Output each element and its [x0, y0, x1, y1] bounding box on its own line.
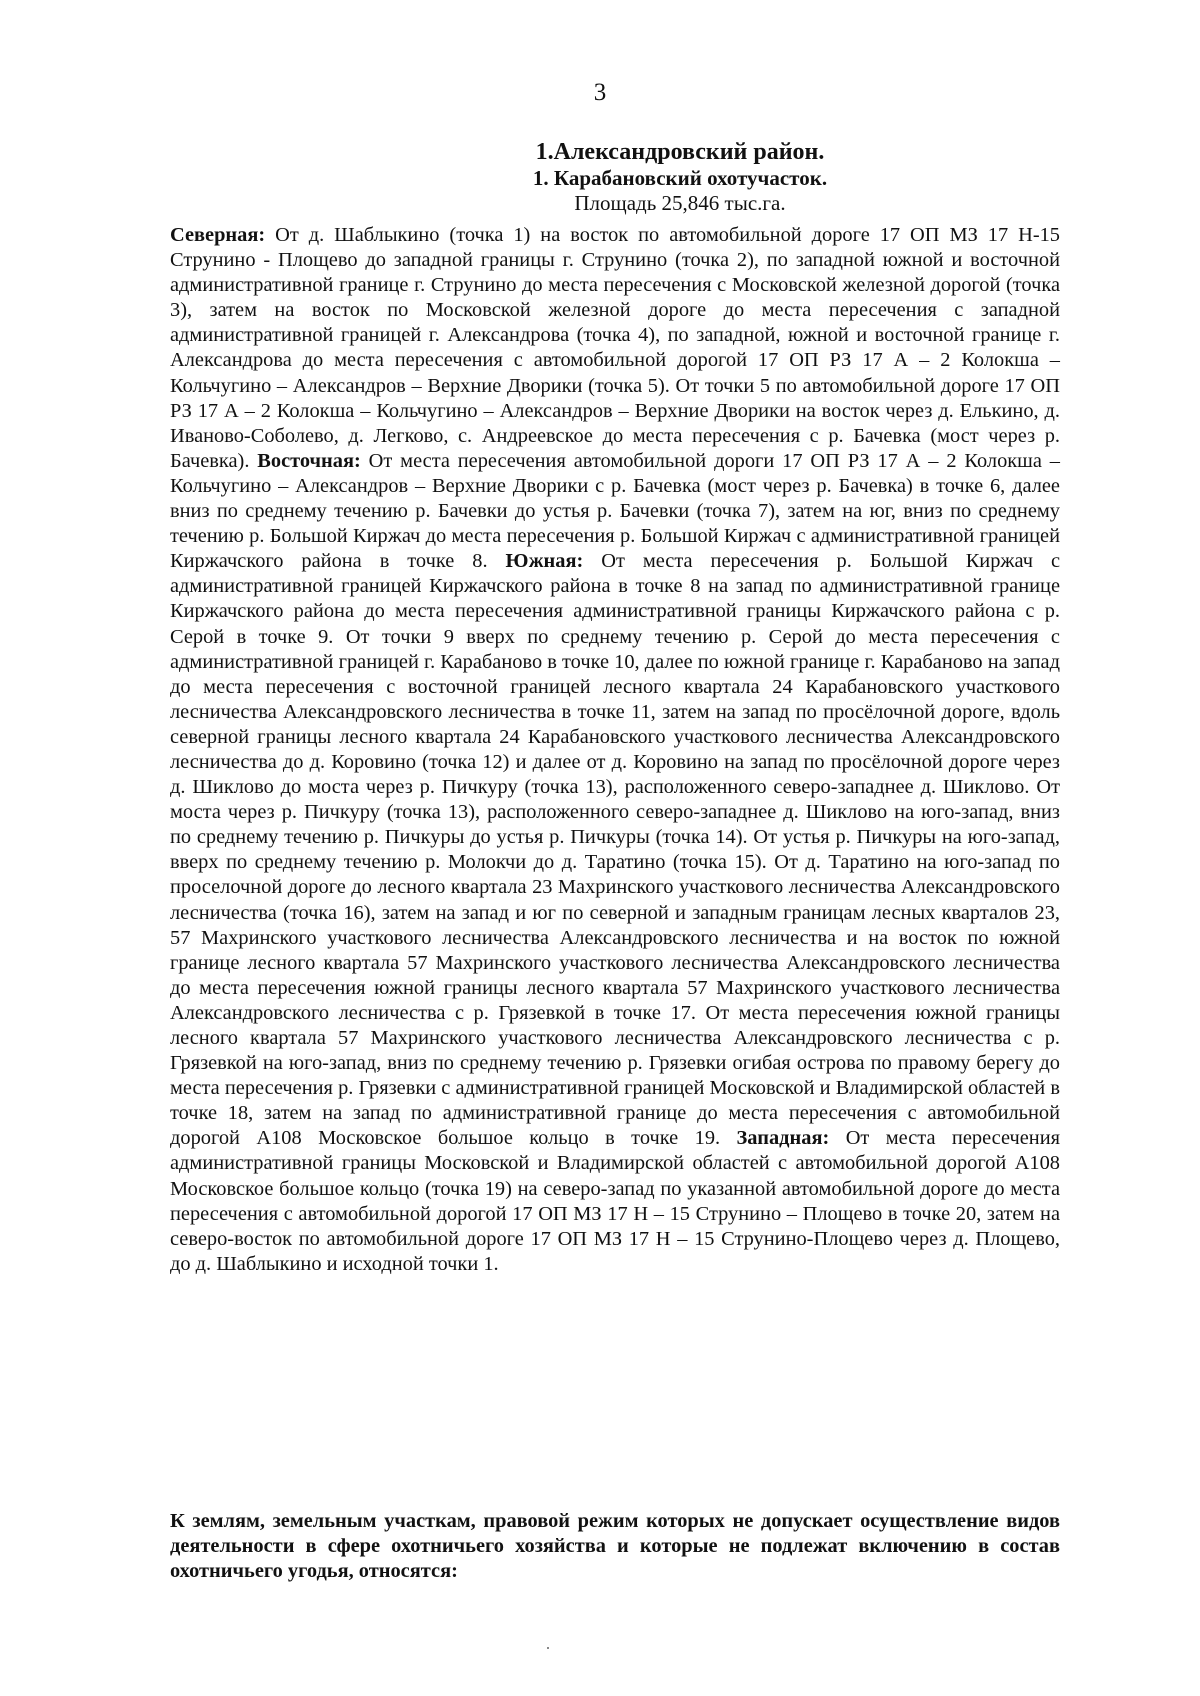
- section-header: [160, 138, 1200, 216]
- excluded-lands-heading: К землям, земельным участкам, правовой режим которых не допускает осуществление видов деятельности в сфере охотничьего хозяйства и которые не подлежат включению в состав охотничьего угодья, относятся:: [170, 1510, 1060, 1583]
- hunting-plot-title: 1. Карабановский охотучасток.: [532, 166, 828, 190]
- west-boundary-label: Западная:: [736, 1127, 830, 1150]
- north-boundary-label: Северная:: [170, 224, 266, 246]
- south-boundary-text: От места пересечения р. Большой Киржач с административной границей Киржачского района в точке 8 на запад по административной границе Киржачского района до места пересечения административной границы Киржачского района с р. Серой в точке 9. От точки 9 вверх по среднему течению р. Серой до места пересечения с административной границей г. Карабаново в точке 10, далее по южной границе г. Карабаново на запад до места пересечения с восточной границей лесного квартала 24 Карабановского участкового лесничества Александровского лесничества в точке 11, затем на запад по просёлочной дороге, вдоль северной границы лесного квартала 24 Карабановского участкового лесничества Александровского лесничества до д. Коровино (точка 12) и далее от д. Коровино на запад по просёлочной дороге через д. Шиклово до моста через р. Пичкуру (точка 13), расположенного северо-западнее д. Шиклово. От моста через р. Пичкуру (точка 13), расположенного северо-западнее д. Шиклово на юго-запад, вниз по среднему течению р. Пичкуры до устья р. Пичкуры (точка 14). От устья р. Пичкуры на юго-запад, вверх по среднему течению р. Молокчи до д. Таратино (точка 15). От д. Таратино на юго-запад по проселочной дороге до лесного квартала 23 Махринского участкового лесничества Александровского лесничества (точка 16), затем на запад и юг по северной и западным границам лесных кварталов 23, 57 Махринского участкового лесничества Александровского лесничества и на восток по южной границе лесного квартала 57 Махринского участкового лесничества Александровского лесничества до места пересечения южной границы лесного квартала 57 Махринского участкового лесничества Александровского лесничества с р. Грязевкой в точке 17. От места пересечения южной границы лесного квартала 57 Махринского участкового лесничества Александровского лесничества с р. Грязевкой на юго-запад, вниз по среднему течению р. Грязевки огибая острова по правому берегу до места пересечения р. Грязевки с административной границей Московской и Владимирской областей в точке 18, затем на запад по административной границе до места пересечения с автомобильной дорогой А108 Московское большое кольцо в точке 19.: [170, 550, 1060, 1150]
- west-boundary-text: От места пересечения административной границы Московской и Владимирской областей с автомобильной дорогой А108 Московское большое кольцо (точка 19) на северо-запад по указанной автомобильной дороге до места пересечения с автомобильной дорогой 17 ОП МЗ 17 Н – 15 Струнино – Площево в точке 20, затем на северо-восток по автомобильной дороге 17 ОП МЗ 17 Н – 15 Струнино-Площево через д. Площево, до д. Шаблыкино и исходной точки 1.: [170, 1127, 1060, 1275]
- district-title: 1.Александровский район.: [535, 139, 825, 165]
- boundary-description: [170, 223, 1060, 1277]
- east-boundary-text: От места пересечения автомобильной дороги 17 ОП РЗ 17 А – 2 Колокша – Кольчугино – Александров – Верхние Дворики с р. Бачевка (мост через р. Бачевка) в точке 6, далее вниз по среднему течению р. Бачевки до устья р. Бачевки (точка 7), затем на юг, вниз по среднему течению р. Большой Киржач до места пересечения р. Большой Киржач с административной границей Киржачского района в точке 8.: [170, 449, 1060, 573]
- east-boundary-label: Восточная:: [257, 449, 361, 472]
- north-boundary-text: От д. Шаблыкино (точка 1) на восток по автомобильной дороге 17 ОП МЗ 17 Н-15 Струнино - Площево до западной границы г. Струнино (точка 2), по западной южной и восточной административной границе г. Струнино до места пересечения с Московской железной дорогой (точка 3), затем на восток по Московской железной дороге до места пересечения с западной административной границей г. Александрова (точка 4), по западной, южной и восточной границе г. Александрова до места пересечения с автомобильной дорогой 17 ОП РЗ 17 А – 2 Колокша – Кольчугино – Александров – Верхние Дворики (точка 5). От точки 5 по автомобильной дороге 17 ОП РЗ 17 А – 2 Колокша – Кольчугино – Александров – Верхние Дворики на восток через д. Елькино, д. Иваново-Соболево, д. Легково, с. Андреевское до места пересечения с р. Бачевка (мост через р. Бачевка).: [170, 224, 1060, 472]
- page-number: 3: [593, 79, 607, 106]
- scan-artifact: [547, 1647, 549, 1649]
- area-value: Площадь 25,846 тыс.га.: [574, 191, 786, 215]
- south-boundary-label: Южная:: [505, 550, 584, 573]
